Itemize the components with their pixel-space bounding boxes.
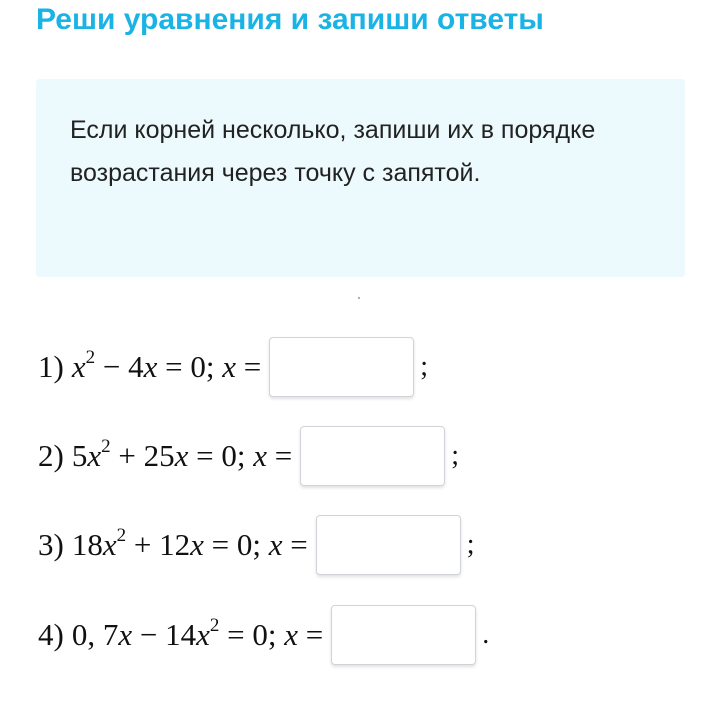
equation-expression: 0, $7x - 14x^2 = 0$; x = <box>71 615 324 652</box>
equation-expression: $x^2 - 4x = 0$; x = <box>71 347 262 384</box>
equation-row-1 <box>38 337 428 397</box>
equation-number: 4) <box>38 617 64 652</box>
equation-terminator: . <box>482 619 490 650</box>
equation-row-3 <box>38 515 474 575</box>
equation-terminator: ; <box>420 351 428 382</box>
answer-input-2[interactable] <box>300 426 445 486</box>
equation-expression: $5x^2 + 25x = 0$; x = <box>71 436 293 473</box>
equation-expression: $18x^2 + 12x = 0$; x = <box>71 525 308 562</box>
page-title: Реши уравнения и запиши ответы <box>36 3 544 36</box>
answer-input-3[interactable] <box>316 515 461 575</box>
equation-terminator: ; <box>466 529 475 560</box>
answer-input-1[interactable] <box>269 337 414 397</box>
stray-dot <box>358 297 360 299</box>
equation-row-2 <box>38 426 459 486</box>
equation-number: 2) <box>38 438 64 473</box>
hint-text: Если корней несколько, запиши их в порядке возрастания через точку с запятой. <box>70 116 596 187</box>
equation-terminator: ; <box>451 440 459 471</box>
equation-number: 3) <box>38 527 64 562</box>
answer-input-4[interactable] <box>331 605 476 665</box>
equation-number: 1) <box>38 349 64 384</box>
hint-box <box>36 79 685 277</box>
equation-row-4 <box>38 605 489 665</box>
